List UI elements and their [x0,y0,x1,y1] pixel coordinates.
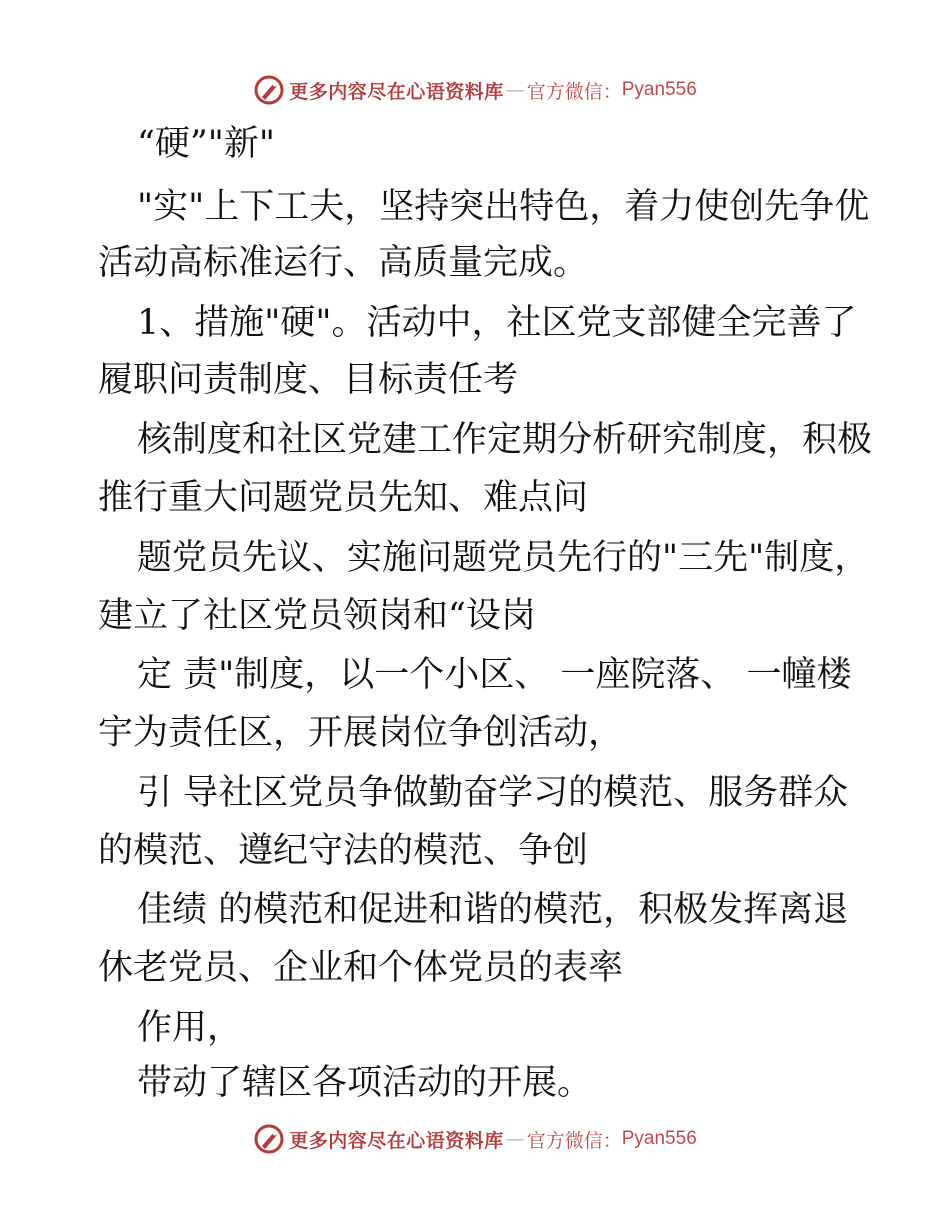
text-line: 定 责"制度，以一个小区、 一座院落、 一幢楼 [137,655,852,695]
text-line: 推行重大问题党员先知、难点问 [98,478,589,518]
text-line: 休老党员、企业和个体党员的表率 [98,948,624,988]
banner-wechat-id: Pyan556 [621,79,697,100]
text-line: 带动了辖区各项活动的开展。 [137,1063,593,1103]
text-line: 建立了社区党员领岗和“设岗 [98,596,536,636]
text-line: 引 导社区党员争做勤奋学习的模范、服务群众 [137,773,849,813]
banner-wechat-id: Pyan556 [621,1128,697,1149]
text-line: 题党员先议、实施问题党员先行的"三先"制度， [137,538,870,578]
text-line: "实"上下工夫，坚持突出特色，着力使创先争优 [137,187,870,227]
text-line: 佳绩 的模范和促进和谐的模范，积极发挥离退 [137,890,849,930]
text-line: 的模范、遵纪守法的模范、争创 [98,831,589,871]
banner-separator: — [505,79,525,101]
footer-banner [0,1119,950,1159]
banner-title: 更多内容尽在心语资料库 [289,80,504,103]
banner-separator: — [505,1128,525,1150]
pen-logo-icon [253,1123,285,1155]
text-line: “硬”"新" [137,124,275,164]
banner-title: 更多内容尽在心语资料库 [289,1129,504,1152]
text-line: 核制度和社区党建工作定期分析研究制度，积极 [137,420,873,460]
text-line: 1、措施"硬"。活动中，社区党支部健全完善了 [137,303,857,343]
text-line: 履职问责制度、目标责任考 [98,360,519,400]
banner-wechat-label: 官方微信： [526,1129,622,1152]
text-line: 宇为责任区，开展岗位争创活动， [98,713,624,753]
text-line: 作用， [137,1008,243,1048]
text-line: 活动高标准运行、高质量完成。 [98,243,589,283]
banner-wechat-label: 官方微信： [526,80,622,103]
